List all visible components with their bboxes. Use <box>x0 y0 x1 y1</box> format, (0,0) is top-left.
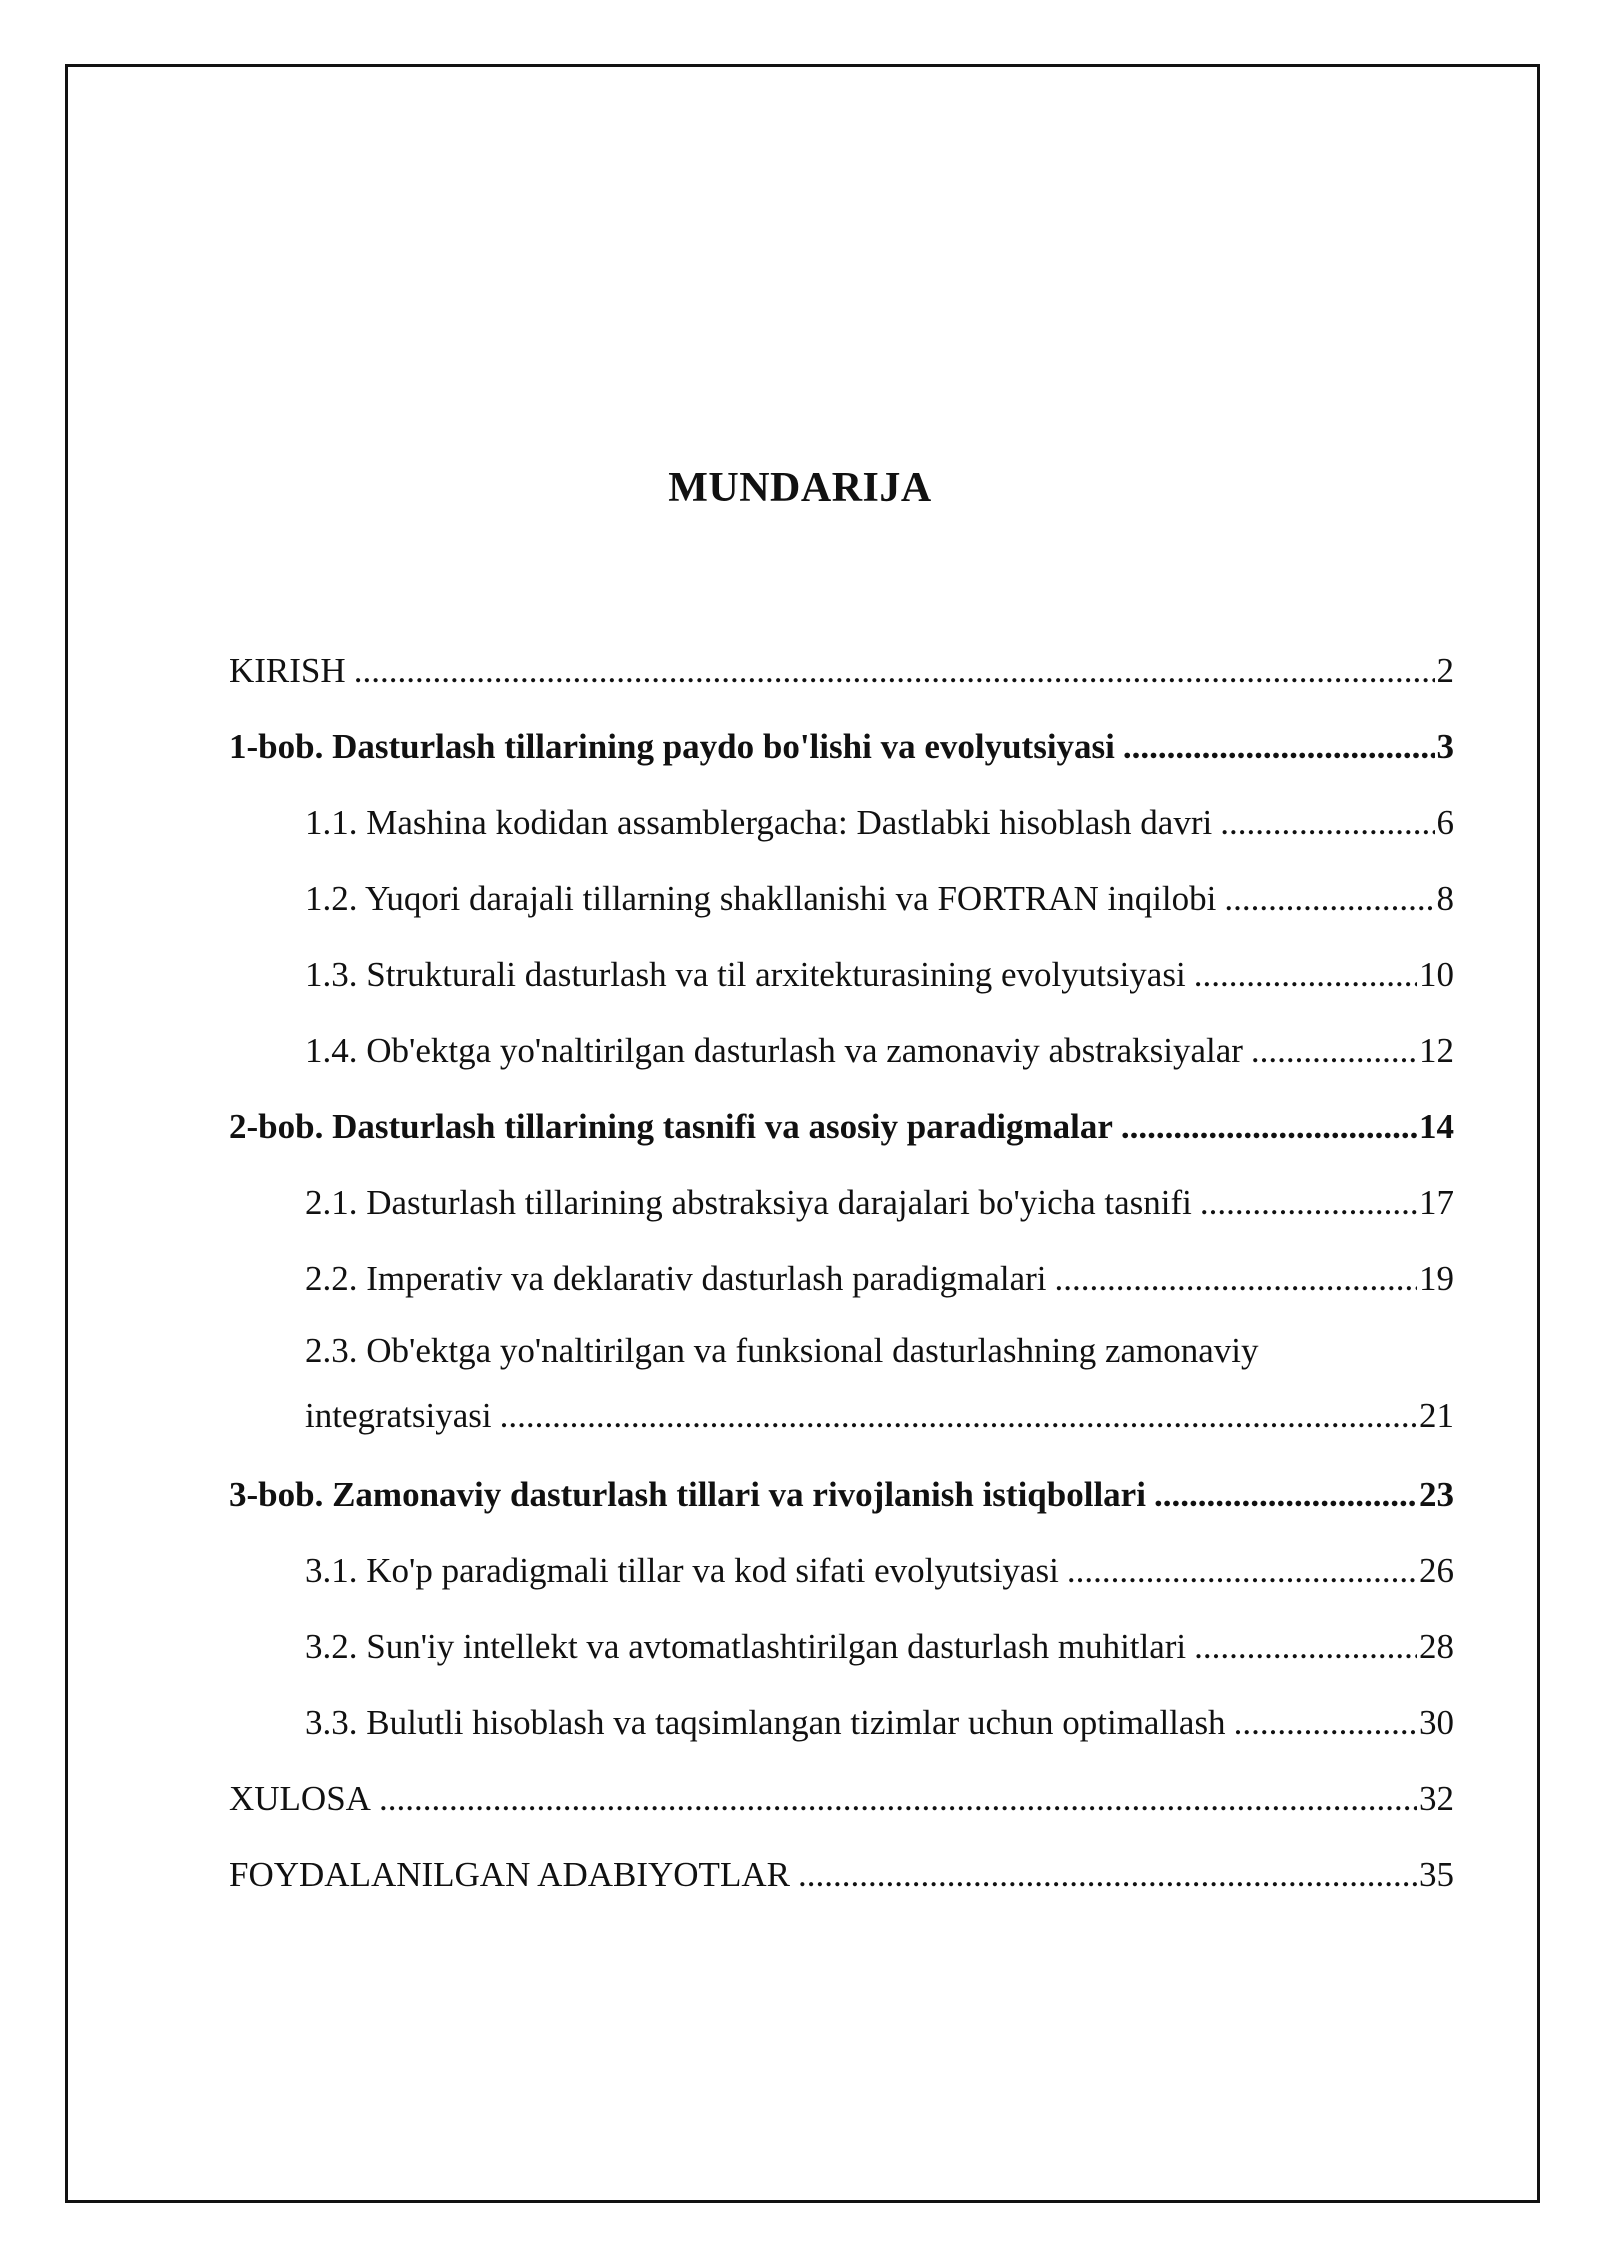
toc-leader-dots <box>1055 1246 1417 1311</box>
toc-entry-page: 26 <box>1419 1551 1454 1590</box>
toc-leader-dots <box>1194 942 1417 1007</box>
toc-leader-dots <box>1200 1170 1417 1235</box>
toc-entry-label: FOYDALANILGAN ADABIYOTLAR <box>229 1855 790 1894</box>
toc-entry-page: 17 <box>1419 1183 1454 1222</box>
toc-leader-dots <box>379 1766 1417 1831</box>
toc-entry-continuation <box>305 1380 1454 1462</box>
toc-entry-section-1-1[interactable] <box>229 790 1454 866</box>
toc-entry-section-2-1[interactable] <box>229 1170 1454 1246</box>
toc-entry-page: 3 <box>1436 727 1454 766</box>
page-title: MUNDARIJA <box>668 465 932 511</box>
toc-leader-dots <box>1220 790 1434 855</box>
toc-entry-label: 2.1. Dasturlash tillarining abstraksiya darajalari bo'yicha tasnifi <box>305 1183 1192 1222</box>
toc-entry-label: XULOSA <box>229 1779 371 1818</box>
toc-entry-xulosa[interactable] <box>229 1766 1454 1842</box>
toc-entry-label: 3.1. Ko'p paradigmali tillar va kod sifati evolyutsiyasi <box>305 1551 1059 1590</box>
toc-entry-label-continued: integratsiyasi <box>305 1396 492 1435</box>
toc-entry-page: 28 <box>1419 1627 1454 1666</box>
toc-entry-page: 35 <box>1419 1855 1454 1894</box>
toc-leader-dots <box>1121 1094 1417 1159</box>
toc-leader-dots <box>1123 714 1435 779</box>
toc-entry-section-2-2[interactable] <box>229 1246 1454 1322</box>
toc-leader-dots <box>1234 1690 1417 1755</box>
toc-leader-dots <box>1067 1538 1417 1603</box>
toc-entry-section-2-3[interactable] <box>229 1322 1454 1462</box>
toc-entry-label: 1.4. Ob'ektga yo'naltirilgan dasturlash va zamonaviy abstraksiyalar <box>305 1031 1243 1070</box>
table-of-contents <box>229 638 1454 1918</box>
toc-entry-label: 2.3. Ob'ektga yo'naltirilgan va funksional dasturlashning zamonaviy <box>305 1331 1259 1370</box>
toc-leader-dots <box>1194 1614 1417 1679</box>
toc-entry-page: 14 <box>1419 1107 1454 1146</box>
toc-leader-dots <box>1251 1018 1417 1083</box>
toc-entry-label: KIRISH <box>229 651 346 690</box>
toc-entry-page: 32 <box>1419 1779 1454 1818</box>
toc-entry-label: 1.2. Yuqori darajali tillarning shakllanishi va FORTRAN inqilobi <box>305 879 1217 918</box>
toc-entry-section-3-2[interactable] <box>229 1614 1454 1690</box>
toc-entry-chapter-1[interactable] <box>229 714 1454 790</box>
toc-entry-label: 2-bob. Dasturlash tillarining tasnifi va asosiy paradigmalar <box>229 1107 1113 1146</box>
toc-entry-section-3-3[interactable] <box>229 1690 1454 1766</box>
toc-entry-page: 6 <box>1436 803 1454 842</box>
toc-entry-section-1-2[interactable] <box>229 866 1454 942</box>
toc-entry-page: 30 <box>1419 1703 1454 1742</box>
toc-entry-page: 21 <box>1419 1396 1454 1435</box>
toc-entry-label: 3.2. Sun'iy intellekt va avtomatlashtirilgan dasturlash muhitlari <box>305 1627 1187 1666</box>
toc-entry-label: 2.2. Imperativ va deklarativ dasturlash paradigmalari <box>305 1259 1047 1298</box>
toc-leader-dots <box>500 1380 1417 1452</box>
toc-entry-label: 1-bob. Dasturlash tillarining paydo bo'lishi va evolyutsiyasi <box>229 727 1115 766</box>
toc-entry-page: 2 <box>1436 651 1454 690</box>
toc-leader-dots <box>798 1842 1417 1907</box>
toc-leader-dots <box>1154 1462 1417 1527</box>
toc-entry-bibliography[interactable] <box>229 1842 1454 1918</box>
toc-entry-label: 3-bob. Zamonaviy dasturlash tillari va rivojlanish istiqbollari <box>229 1475 1146 1514</box>
toc-entry-page: 8 <box>1436 879 1454 918</box>
toc-entry-chapter-3[interactable] <box>229 1462 1454 1538</box>
toc-entry-chapter-2[interactable] <box>229 1094 1454 1170</box>
toc-entry-label: 1.1. Mashina kodidan assamblergacha: Dastlabki hisoblash davri <box>305 803 1213 842</box>
toc-entry-page: 19 <box>1419 1259 1454 1298</box>
toc-entry-page: 10 <box>1419 955 1454 994</box>
toc-leader-dots <box>1224 866 1434 931</box>
toc-entry-page: 23 <box>1419 1475 1454 1514</box>
toc-entry-section-1-4[interactable] <box>229 1018 1454 1094</box>
toc-entry-section-3-1[interactable] <box>229 1538 1454 1614</box>
toc-entry-page: 12 <box>1419 1031 1454 1070</box>
toc-entry-kirish[interactable] <box>229 638 1454 714</box>
toc-entry-section-1-3[interactable] <box>229 942 1454 1018</box>
toc-entry-label: 3.3. Bulutli hisoblash va taqsimlangan tizimlar uchun optimallash <box>305 1703 1226 1742</box>
toc-entry-label: 1.3. Strukturali dasturlash va til arxitekturasining evolyutsiyasi <box>305 955 1186 994</box>
toc-leader-dots <box>354 638 1435 703</box>
